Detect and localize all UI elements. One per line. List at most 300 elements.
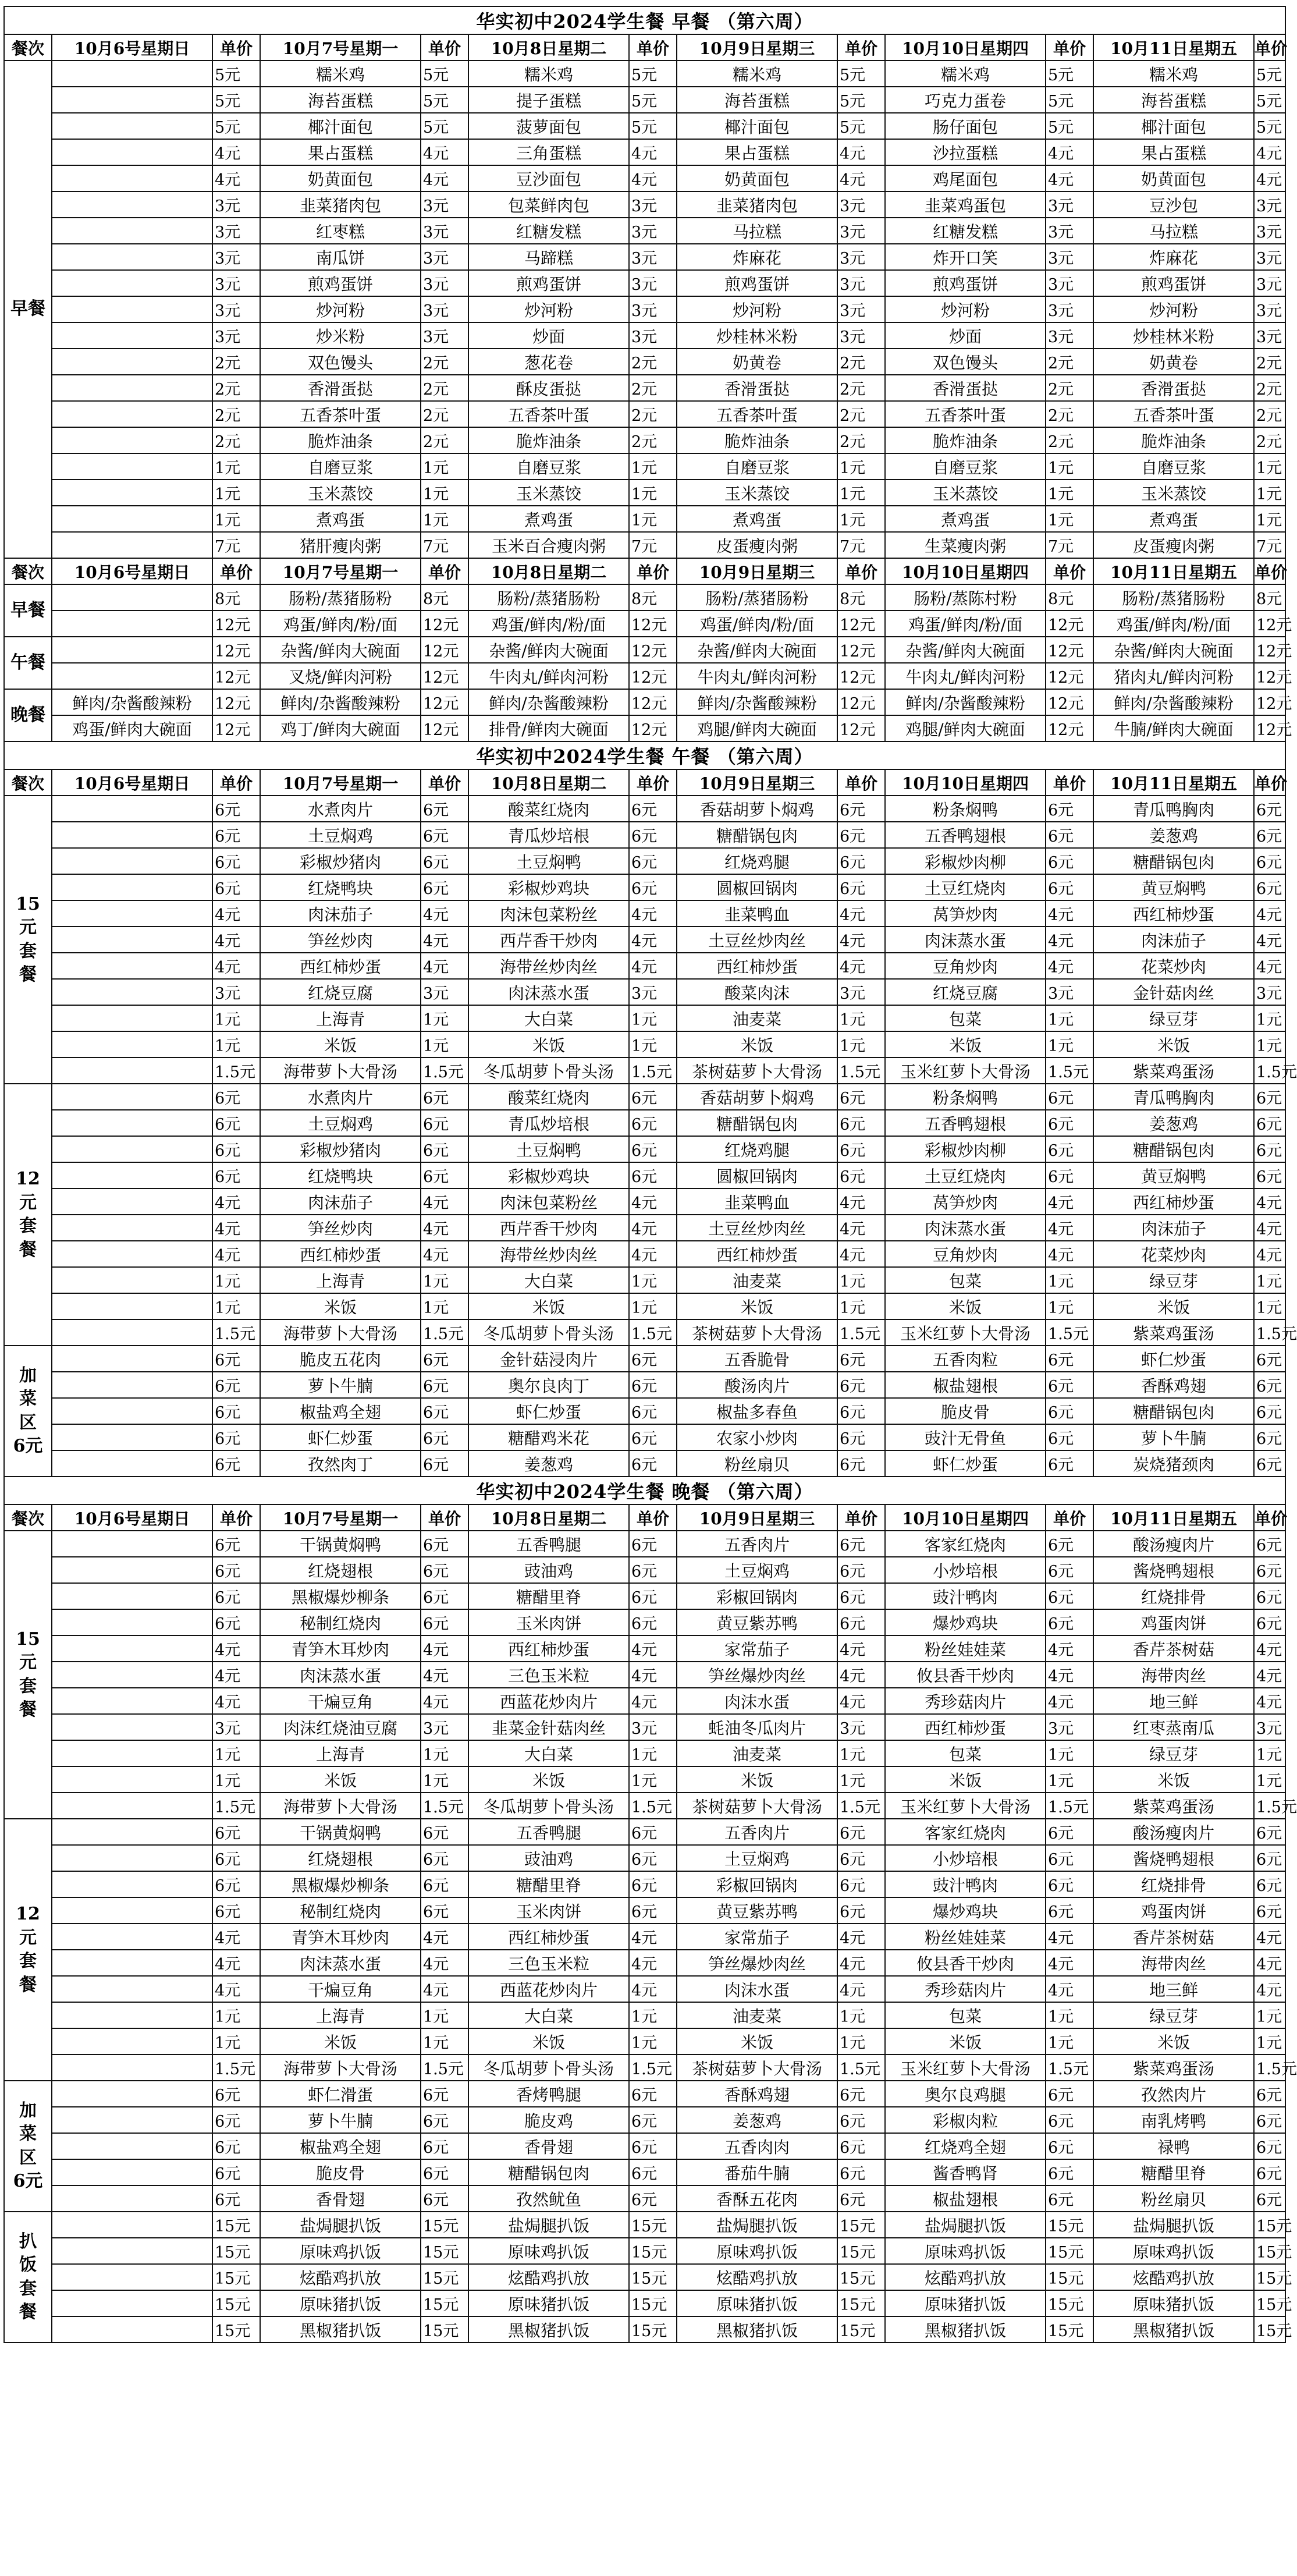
dish-cell: 原味鸡扒饭: [1093, 2238, 1254, 2264]
dish-cell: 茶树菇萝卜大骨汤: [677, 1058, 837, 1084]
dish-cell: 盐焗腿扒饭: [260, 2212, 421, 2238]
dish-cell: 肉沫茄子: [1093, 927, 1254, 953]
price-cell: 5元: [837, 113, 885, 139]
dish-cell: 酸汤瘦肉片: [1093, 1819, 1254, 1845]
price-cell: 6元: [1254, 1871, 1285, 1897]
dish-cell: 茶树菇萝卜大骨汤: [677, 2055, 837, 2081]
dish-cell: 海带肉丝: [1093, 1950, 1254, 1976]
menu-row: [4, 822, 1285, 848]
dish-cell: 豆角炒肉: [885, 1241, 1046, 1267]
dish-cell: 干煸豆角: [260, 1688, 421, 1714]
dish-cell: [52, 1635, 212, 1662]
price-cell: 4元: [212, 1688, 260, 1714]
dish-cell: 绿豆芽: [1093, 1740, 1254, 1766]
dish-cell: 香菇胡萝卜焖鸡: [677, 796, 837, 822]
price-cell: 4元: [421, 1924, 468, 1950]
price-cell: 6元: [421, 2133, 468, 2159]
price-cell: 3元: [837, 244, 885, 270]
price-cell: 1元: [212, 1293, 260, 1319]
dish-cell: 奥尔良肉丁: [468, 1372, 629, 1398]
price-cell: 12元: [212, 715, 260, 741]
dish-cell: [52, 1110, 212, 1136]
price-column-header: 单价: [421, 769, 468, 796]
price-cell: 4元: [837, 1976, 885, 2002]
dish-cell: [52, 191, 212, 218]
price-cell: 6元: [1254, 1162, 1285, 1188]
dish-cell: 花菜炒肉: [1093, 1241, 1254, 1267]
dish-cell: 上海青: [260, 1740, 421, 1766]
price-cell: 3元: [629, 296, 677, 322]
menu-row: [4, 1793, 1285, 1819]
price-cell: 4元: [837, 165, 885, 191]
price-cell: 1元: [1046, 1005, 1093, 1031]
dish-cell: 肉沫水蛋: [677, 1976, 837, 2002]
price-cell: 6元: [421, 1845, 468, 1871]
meal-label: 早餐: [4, 584, 52, 637]
price-cell: 4元: [1046, 1662, 1093, 1688]
price-cell: 1元: [1046, 1031, 1093, 1058]
price-cell: 2元: [629, 375, 677, 401]
price-cell: 1.5元: [421, 1058, 468, 1084]
price-cell: 1.5元: [629, 1058, 677, 1084]
dish-cell: 圆椒回锅肉: [677, 874, 837, 900]
dish-cell: 香芹茶树菇: [1093, 1635, 1254, 1662]
price-cell: 6元: [1254, 796, 1285, 822]
price-cell: 12元: [837, 611, 885, 637]
price-cell: 4元: [1254, 1215, 1285, 1241]
dish-cell: 黑椒猪扒饭: [468, 2316, 629, 2343]
meal-label: 15 元 套 餐: [4, 1531, 52, 1819]
dish-cell: 豉油鸡: [468, 1845, 629, 1871]
menu-row: [4, 1635, 1285, 1662]
dish-cell: 糖醋锅包肉: [1093, 848, 1254, 874]
dish-cell: 原味鸡扒饭: [468, 2238, 629, 2264]
dish-cell: 椰汁面包: [260, 113, 421, 139]
dish-cell: 红烧排骨: [1093, 1583, 1254, 1609]
dish-cell: 海苔蛋糕: [1093, 87, 1254, 113]
price-cell: 2元: [629, 427, 677, 453]
price-cell: 2元: [837, 349, 885, 375]
price-cell: 12元: [1046, 715, 1093, 741]
menu-row: [4, 218, 1285, 244]
price-cell: 6元: [421, 1871, 468, 1897]
dish-cell: 酱香鸭肾: [885, 2159, 1046, 2185]
price-column-header: 单价: [837, 769, 885, 796]
menu-row: [4, 927, 1285, 953]
price-cell: 1元: [421, 1293, 468, 1319]
price-cell: 1元: [1254, 506, 1285, 532]
price-cell: 6元: [629, 1346, 677, 1372]
menu-row: [4, 113, 1285, 139]
dish-cell: 五香肉片: [677, 1531, 837, 1557]
price-cell: 4元: [1046, 927, 1093, 953]
price-cell: 6元: [212, 2159, 260, 2185]
price-cell: 6元: [212, 1084, 260, 1110]
price-cell: 4元: [1046, 1241, 1093, 1267]
dish-cell: 海带萝卜大骨汤: [260, 1793, 421, 1819]
price-cell: 1.5元: [837, 1319, 885, 1346]
price-cell: 6元: [837, 1845, 885, 1871]
dish-cell: [52, 1950, 212, 1976]
price-cell: 4元: [421, 1635, 468, 1662]
dish-cell: 肉沫茄子: [260, 900, 421, 927]
price-cell: 12元: [1254, 689, 1285, 715]
price-cell: 3元: [837, 191, 885, 218]
day-column-header: 10月7号星期一: [260, 769, 421, 796]
menu-row: [4, 2185, 1285, 2212]
dish-cell: [52, 900, 212, 927]
dish-cell: 油麦菜: [677, 1267, 837, 1293]
dish-cell: 彩椒炒鸡块: [468, 1162, 629, 1188]
dish-cell: 西红柿炒蛋: [260, 1241, 421, 1267]
dish-cell: 牛肉丸/鲜肉河粉: [677, 663, 837, 689]
price-cell: 6元: [837, 1084, 885, 1110]
price-cell: 1元: [212, 2002, 260, 2028]
dish-cell: [52, 139, 212, 165]
price-cell: 2元: [1046, 427, 1093, 453]
day-column-header: 10月8日星期二: [468, 1505, 629, 1531]
dish-cell: 炸麻花: [1093, 244, 1254, 270]
dish-cell: 肉沫茄子: [1093, 1215, 1254, 1241]
dish-cell: 笋丝爆炒肉丝: [677, 1950, 837, 1976]
dish-cell: [52, 1005, 212, 1031]
dish-cell: 三角蛋糕: [468, 139, 629, 165]
price-cell: 6元: [1046, 1897, 1093, 1924]
dish-cell: 糯米鸡: [260, 61, 421, 87]
price-cell: 12元: [1254, 611, 1285, 637]
menu-row: [4, 689, 1285, 715]
price-cell: 4元: [421, 1241, 468, 1267]
dish-cell: 小炒培根: [885, 1557, 1046, 1583]
dish-cell: 干锅黄焖鸭: [260, 1819, 421, 1845]
price-cell: 1.5元: [837, 1793, 885, 1819]
dish-cell: [52, 1924, 212, 1950]
dish-cell: 韭菜猪肉包: [677, 191, 837, 218]
price-cell: 1元: [1046, 1267, 1093, 1293]
price-cell: 4元: [212, 1635, 260, 1662]
price-cell: 6元: [837, 1609, 885, 1635]
dish-cell: 米饭: [260, 1766, 421, 1793]
menu-row: [4, 1450, 1285, 1477]
dish-cell: 紫菜鸡蛋汤: [1093, 1793, 1254, 1819]
price-cell: 1元: [837, 453, 885, 480]
dish-cell: 鲜肉/杂酱酸辣粉: [52, 689, 212, 715]
price-cell: 6元: [212, 1136, 260, 1162]
dish-cell: 肉沫水蛋: [677, 1688, 837, 1714]
price-cell: 15元: [212, 2212, 260, 2238]
header-row: [4, 34, 1285, 61]
price-cell: 15元: [1046, 2212, 1093, 2238]
price-cell: 4元: [1046, 1635, 1093, 1662]
dish-cell: 海带萝卜大骨汤: [260, 1319, 421, 1346]
dish-cell: 炒桂林米粉: [677, 322, 837, 349]
dish-cell: 酸汤肉片: [677, 1372, 837, 1398]
price-cell: 15元: [421, 2212, 468, 2238]
dish-cell: 酱烧鸭翅根: [1093, 1557, 1254, 1583]
price-cell: 5元: [1254, 113, 1285, 139]
price-cell: 5元: [212, 87, 260, 113]
dish-cell: 煎鸡蛋饼: [677, 270, 837, 296]
dish-cell: 炒河粉: [260, 296, 421, 322]
price-cell: 8元: [212, 584, 260, 611]
dish-cell: 沙拉蛋糕: [885, 139, 1046, 165]
price-cell: 4元: [1254, 900, 1285, 927]
dish-cell: 酱烧鸭翅根: [1093, 1845, 1254, 1871]
menu-body: [4, 6, 1297, 2343]
dish-cell: 香滑蛋挞: [1093, 375, 1254, 401]
menu-row: [4, 1084, 1285, 1110]
dish-cell: [52, 296, 212, 322]
price-cell: 15元: [212, 2238, 260, 2264]
price-cell: 6元: [421, 1110, 468, 1136]
dish-cell: [52, 1450, 212, 1477]
dish-cell: 南乳烤鸭: [1093, 2107, 1254, 2133]
dish-cell: [52, 2107, 212, 2133]
menu-row: [4, 1871, 1285, 1897]
day-column-header: 10月11日星期五: [1093, 1505, 1254, 1531]
dish-cell: 米饭: [677, 1031, 837, 1058]
price-cell: 12元: [629, 663, 677, 689]
price-cell: 1元: [212, 1005, 260, 1031]
price-cell: 5元: [212, 61, 260, 87]
price-cell: 15元: [1254, 2238, 1285, 2264]
price-cell: 4元: [421, 165, 468, 191]
price-cell: 6元: [1254, 1346, 1285, 1372]
price-cell: 6元: [212, 1398, 260, 1424]
dish-cell: [52, 1346, 212, 1372]
price-cell: 4元: [837, 927, 885, 953]
dish-cell: 五香鸭翅根: [885, 1110, 1046, 1136]
price-cell: 6元: [837, 1398, 885, 1424]
dish-cell: 韭菜猪肉包: [260, 191, 421, 218]
dish-cell: 奶黄面包: [677, 165, 837, 191]
dish-cell: 糖醋锅包肉: [1093, 1398, 1254, 1424]
day-column-header: 10月8日星期二: [468, 558, 629, 584]
price-cell: 6元: [421, 1557, 468, 1583]
price-cell: 4元: [1254, 1662, 1285, 1688]
menu-row: [4, 2316, 1285, 2343]
price-cell: 4元: [421, 953, 468, 979]
dish-cell: 原味猪扒饭: [677, 2290, 837, 2316]
price-cell: 1元: [629, 1293, 677, 1319]
price-cell: 1元: [629, 2002, 677, 2028]
dish-cell: 酸菜肉沫: [677, 979, 837, 1005]
dish-cell: [52, 2002, 212, 2028]
price-column-header: 单价: [1254, 34, 1285, 61]
dish-cell: 煎鸡蛋饼: [260, 270, 421, 296]
price-cell: 2元: [837, 375, 885, 401]
price-cell: 4元: [1254, 1635, 1285, 1662]
dish-cell: 地三鲜: [1093, 1976, 1254, 2002]
meal-column-header: 餐次: [4, 34, 52, 61]
price-cell: 3元: [1046, 244, 1093, 270]
dish-cell: [52, 427, 212, 453]
dish-cell: 菠萝面包: [468, 113, 629, 139]
price-cell: 6元: [837, 2107, 885, 2133]
price-cell: 6元: [837, 1424, 885, 1450]
dish-cell: 彩椒回锅肉: [677, 1871, 837, 1897]
price-cell: 12元: [837, 663, 885, 689]
dish-cell: 炫酷鸡扒放: [260, 2264, 421, 2290]
dish-cell: 萝卜牛腩: [260, 2107, 421, 2133]
price-cell: 4元: [629, 927, 677, 953]
dish-cell: 茶树菇萝卜大骨汤: [677, 1319, 837, 1346]
price-cell: 3元: [212, 218, 260, 244]
dish-cell: 粉丝扇贝: [677, 1450, 837, 1477]
dish-cell: 西红柿炒蛋: [1093, 900, 1254, 927]
price-cell: 6元: [421, 2185, 468, 2212]
dish-cell: 果占蛋糕: [1093, 139, 1254, 165]
price-cell: 2元: [1046, 401, 1093, 427]
price-cell: 6元: [421, 796, 468, 822]
dish-cell: 西芹香干炒肉: [468, 1215, 629, 1241]
price-cell: 1元: [421, 1005, 468, 1031]
dish-cell: 鸡腿/鲜肉大碗面: [677, 715, 837, 741]
dish-cell: [52, 663, 212, 689]
dish-cell: 红烧翅根: [260, 1557, 421, 1583]
price-cell: 1元: [837, 1267, 885, 1293]
dish-cell: 自磨豆浆: [885, 453, 1046, 480]
price-cell: 1元: [421, 506, 468, 532]
dish-cell: 笋丝炒肉: [260, 1215, 421, 1241]
dish-cell: 萝卜牛腩: [260, 1372, 421, 1398]
price-cell: 6元: [629, 2133, 677, 2159]
price-cell: 12元: [212, 611, 260, 637]
price-cell: 6元: [837, 2159, 885, 2185]
dish-cell: 米饭: [1093, 1766, 1254, 1793]
dish-cell: 冬瓜胡萝卜骨头汤: [468, 1793, 629, 1819]
price-cell: 6元: [1254, 1845, 1285, 1871]
dish-cell: [52, 1714, 212, 1740]
price-cell: 6元: [212, 2185, 260, 2212]
dish-cell: 豉汁无骨鱼: [885, 1424, 1046, 1450]
dish-cell: [52, 2238, 212, 2264]
dish-cell: [52, 1897, 212, 1924]
menu-row: [4, 1583, 1285, 1609]
price-cell: 6元: [1254, 2133, 1285, 2159]
dish-cell: 脆炸油条: [885, 427, 1046, 453]
price-cell: 4元: [1046, 1688, 1093, 1714]
dish-cell: [52, 1819, 212, 1845]
dish-cell: 肠粉/蒸猪肠粉: [468, 584, 629, 611]
menu-row: [4, 1398, 1285, 1424]
dish-cell: 皮蛋瘦肉粥: [677, 532, 837, 558]
dish-cell: [52, 349, 212, 375]
price-cell: 1.5元: [629, 1319, 677, 1346]
price-cell: 8元: [1254, 584, 1285, 611]
menu-row: [4, 349, 1285, 375]
dish-cell: 西蓝花炒肉片: [468, 1688, 629, 1714]
dish-cell: 糯米鸡: [468, 61, 629, 87]
price-cell: 4元: [421, 1950, 468, 1976]
price-cell: 3元: [629, 191, 677, 218]
dish-cell: [52, 1031, 212, 1058]
price-column-header: 单价: [629, 34, 677, 61]
dish-cell: 香滑蛋挞: [677, 375, 837, 401]
menu-row: [4, 322, 1285, 349]
dish-cell: 香骨翅: [468, 2133, 629, 2159]
dish-cell: 炫酷鸡扒放: [677, 2264, 837, 2290]
price-cell: 6元: [629, 1398, 677, 1424]
meal-label: 早餐: [4, 61, 52, 558]
price-cell: 4元: [1254, 953, 1285, 979]
price-cell: 12元: [421, 689, 468, 715]
dish-cell: 禄鸭: [1093, 2133, 1254, 2159]
price-cell: 6元: [421, 1398, 468, 1424]
dish-cell: 绿豆芽: [1093, 2002, 1254, 2028]
day-column-header: 10月11日星期五: [1093, 34, 1254, 61]
price-cell: 4元: [837, 139, 885, 165]
dish-cell: 豉油鸡: [468, 1557, 629, 1583]
price-cell: 1元: [212, 1766, 260, 1793]
dish-cell: 杂酱/鲜肉大碗面: [885, 637, 1046, 663]
day-column-header: 10月9日星期三: [677, 34, 837, 61]
price-cell: 5元: [629, 61, 677, 87]
menu-row: [4, 453, 1285, 480]
dish-cell: 鲜肉/杂酱酸辣粉: [260, 689, 421, 715]
price-cell: 4元: [212, 1950, 260, 1976]
price-cell: 6元: [837, 1583, 885, 1609]
dish-cell: 自磨豆浆: [260, 453, 421, 480]
dish-cell: 叉烧/鲜肉河粉: [260, 663, 421, 689]
dish-cell: 鸡蛋肉饼: [1093, 1609, 1254, 1635]
dish-cell: 脆皮鸡: [468, 2107, 629, 2133]
dish-cell: [52, 1688, 212, 1714]
price-cell: 12元: [212, 637, 260, 663]
menu-row: [4, 1136, 1285, 1162]
price-cell: 3元: [629, 270, 677, 296]
price-cell: 6元: [1046, 1424, 1093, 1450]
price-cell: 1.5元: [421, 2055, 468, 2081]
dish-cell: 虾仁滑蛋: [260, 2081, 421, 2107]
dish-cell: 糖醋里脊: [1093, 2159, 1254, 2185]
price-cell: 4元: [212, 139, 260, 165]
dish-cell: 豉汁鸭肉: [885, 1583, 1046, 1609]
dish-cell: 红糖发糕: [885, 218, 1046, 244]
dish-cell: 原味鸡扒饭: [677, 2238, 837, 2264]
dish-cell: 奶黄卷: [1093, 349, 1254, 375]
price-column-header: 单价: [212, 769, 260, 796]
dish-cell: 鸡腿/鲜肉大碗面: [885, 715, 1046, 741]
dish-cell: 海带萝卜大骨汤: [260, 1058, 421, 1084]
price-cell: 1.5元: [837, 2055, 885, 2081]
price-cell: 5元: [1046, 61, 1093, 87]
dish-cell: 红糖发糕: [468, 218, 629, 244]
dish-cell: [52, 1871, 212, 1897]
price-cell: 6元: [837, 1372, 885, 1398]
day-column-header: 10月10日星期四: [885, 1505, 1046, 1531]
dish-cell: 玉米红萝卜大骨汤: [885, 1319, 1046, 1346]
dish-cell: 彩椒炒肉柳: [885, 1136, 1046, 1162]
price-cell: 12元: [629, 689, 677, 715]
price-cell: 15元: [629, 2264, 677, 2290]
dish-cell: 玉米蒸饺: [885, 480, 1046, 506]
price-cell: 6元: [629, 1110, 677, 1136]
dish-cell: [52, 244, 212, 270]
dish-cell: 五香茶叶蛋: [1093, 401, 1254, 427]
dish-cell: [52, 2159, 212, 2185]
day-column-header: 10月10日星期四: [885, 769, 1046, 796]
menu-row: [4, 165, 1285, 191]
dish-cell: 脆皮骨: [260, 2159, 421, 2185]
price-cell: 1元: [421, 480, 468, 506]
price-cell: 15元: [837, 2316, 885, 2343]
price-cell: 4元: [837, 1924, 885, 1950]
price-cell: 4元: [421, 900, 468, 927]
price-cell: 4元: [1046, 900, 1093, 927]
price-cell: 1元: [837, 480, 885, 506]
dish-cell: 原味猪扒饭: [1093, 2290, 1254, 2316]
